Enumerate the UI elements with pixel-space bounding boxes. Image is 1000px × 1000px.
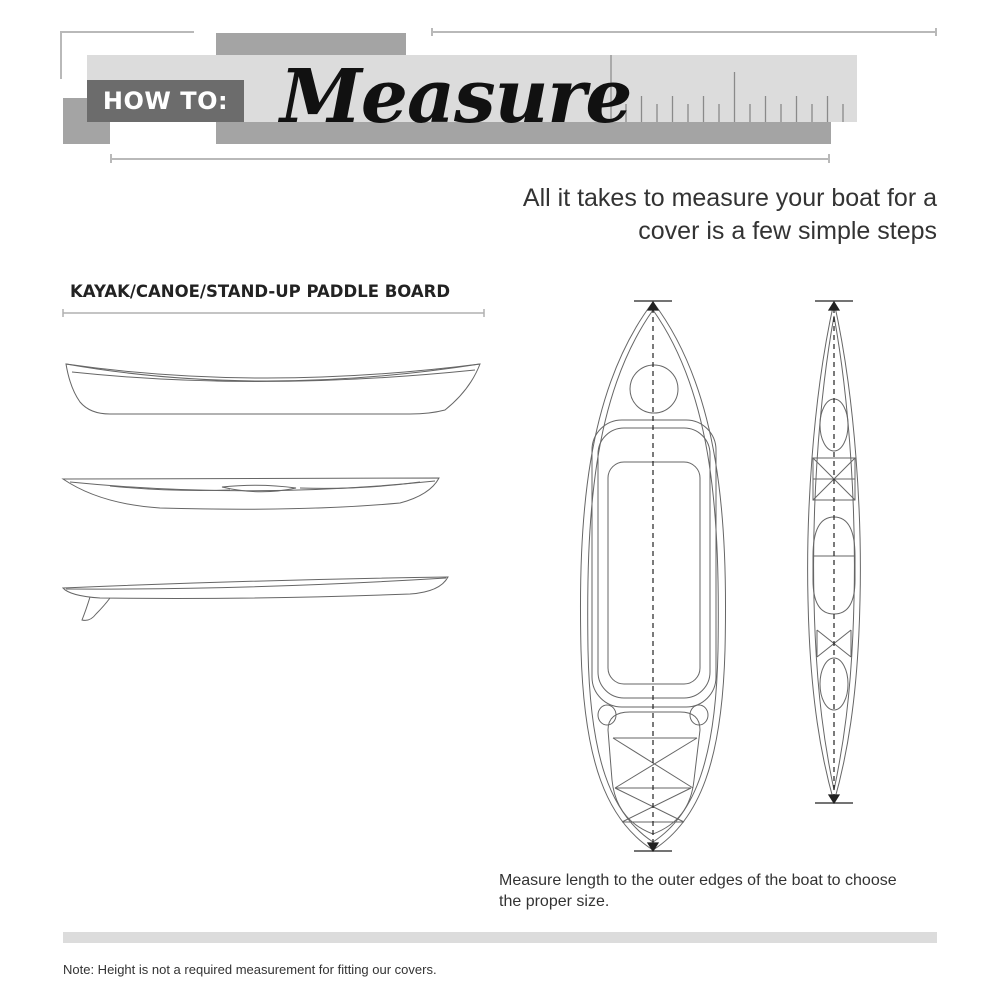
intro-text: All it takes to measure your boat for a cover is a few simple steps [522, 184, 937, 245]
footer-divider [63, 932, 937, 943]
footer-note: Note: Height is not a required measurement for fitting our covers. [63, 962, 437, 977]
measure-instruction: Measure length to the outer edges of the boat to choose the proper size. [499, 872, 897, 910]
how-to-label: HOW TO: [87, 80, 244, 122]
page-title: Measure [280, 54, 632, 140]
section-heading: KAYAK/CANOE/STAND-UP PADDLE BOARD [70, 282, 451, 301]
